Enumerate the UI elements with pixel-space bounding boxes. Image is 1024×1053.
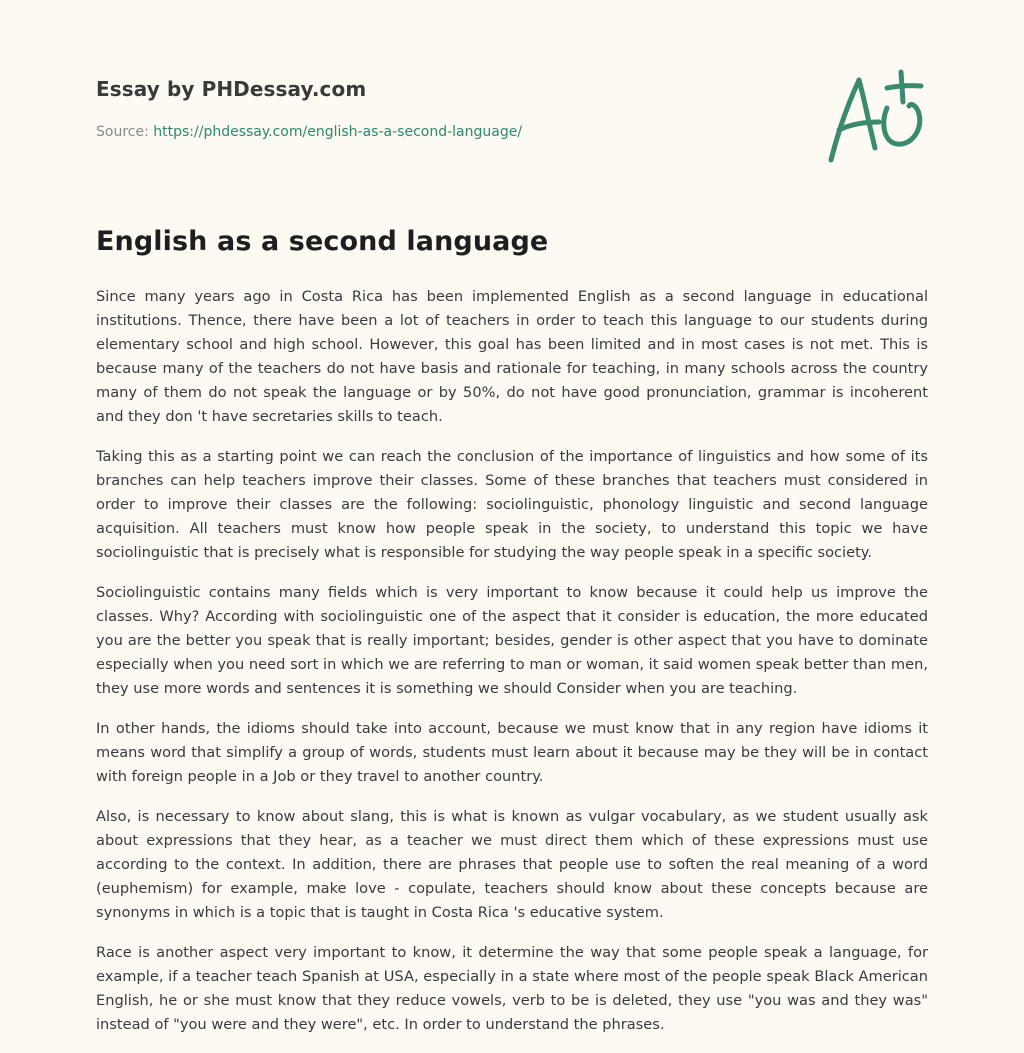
source-line: [96, 124, 522, 140]
essay-body: [96, 285, 928, 1053]
source-label: Source:: [96, 124, 149, 140]
essay-title: English as a second language: [96, 226, 549, 257]
source-link[interactable]: https://phdessay.com/english-as-a-second-language/: [153, 124, 523, 140]
essay-paragraph: Race is another aspect very important to know, it determine the way that some people speak a language, for example, if a teacher teach Spanish at USA, especially in a state where most of the people speak Black American English, he or she must know that they reduce vowels, verb to be is deleted, they use "you was and they was" instead of "you were and they were", etc. In order to understand the phrases.: [96, 944, 928, 1033]
essay-paragraph: Taking this as a starting point we can reach the conclusion of the importance of linguistics and how some of its branches can help teachers improve their classes. Some of these branches that teachers must considered in order to improve their classes are the following: sociolinguistic, phonology linguistic and second language acquisition. All teachers must know how people speak in the society, to understand this topic we have sociolinguistic that is precisely what is responsible for studying the way people speak in a specific society.: [96, 448, 928, 561]
essay-paragraph: Also, is necessary to know about slang, this is what is known as vulgar vocabulary, as we student usually ask about expressions that they hear, as a teacher we must direct them which of these expressions must use according to the context. In addition, there are phrases that people use to soften the real meaning of a word (euphemism) for example, make love - copulate, teachers should know about these concepts because are synonyms in which is a topic that is taught in Costa Rica 's educative system.: [96, 808, 928, 921]
a-plus-grade-icon: [825, 66, 929, 166]
brand-title: Essay by PHDessay.com: [96, 77, 367, 101]
essay-paragraph: Sociolinguistic contains many fields which is very important to know because it could help us improve the classes. Why? According with sociolinguistic one of the aspect that it consider is education, the more educated you are the better you speak that is really important; besides, gender is other aspect that you have to dominate especially when you need sort in which we are referring to man or woman, it said women speak better than men, they use more words and sentences it is something we should Consider when you are teaching.: [96, 584, 928, 697]
essay-paragraph: In other hands, the idioms should take into account, because we must know that in any region have idioms it means word that simplify a group of words, students must learn about it because may be they will be in contact with foreign people in a Job or they travel to another country.: [96, 720, 928, 785]
essay-paragraph: Since many years ago in Costa Rica has been implemented English as a second language in educational institutions. Thence, there have been a lot of teachers in order to teach this language to our students during elementary school and high school. However, this goal has been limited and in most cases is not met. This is because many of the teachers do not have basis and rationale for teaching, in many schools across the country many of them do not speak the language or by 50%, do not have good pronunciation, grammar is incoherent and they don 't have secretaries skills to teach.: [96, 288, 928, 425]
